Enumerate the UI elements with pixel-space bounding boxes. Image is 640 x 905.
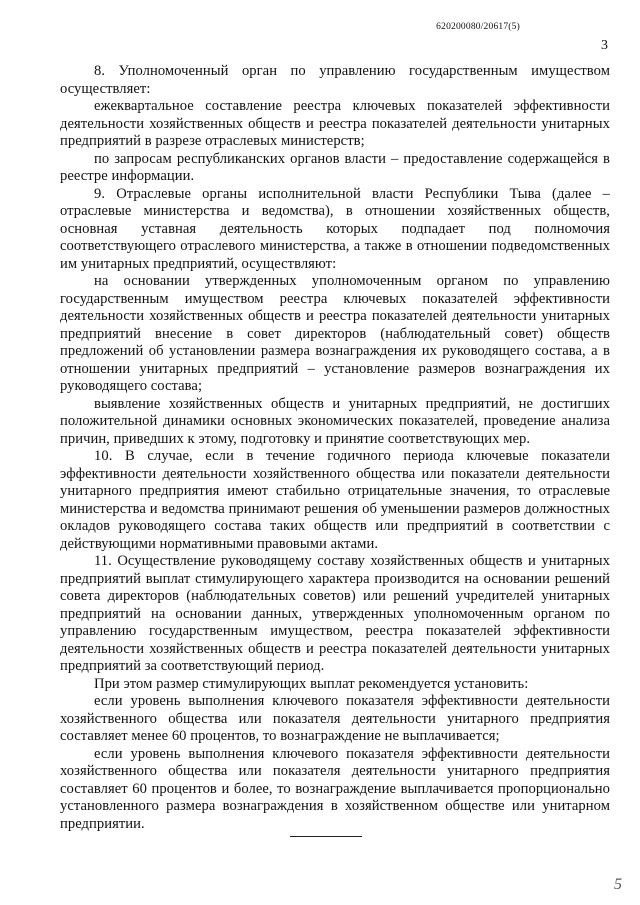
page-number: 3	[601, 38, 608, 53]
document-code: 620200080/20617(5)	[436, 22, 520, 32]
handwritten-mark: 5	[614, 876, 622, 893]
paragraph-11-item-2: если уровень выполнения ключевого показателя эффективности деятельности хозяйственного общества или показателя деятельности унитарного предприятия составляет 60 процентов и более, то вознаграждение выплачивается пропорционально установленного размера вознаграждения в хозяйственном обществе или унитарном предприятии.	[60, 745, 610, 832]
paragraph-11: 11. Осуществление руководящему составу хозяйственных обществ и унитарных предприятий выплат стимулирующего характера производится на основании решений совета директоров (наблюдательных советов) или решений учредителей унитарных предприятий на основании данных, утвержденных уполномоченным органом по управлению государственным имуществом, реестра показателей эффективности деятельности хозяйственных обществ и реестра показателей деятельности унитарных предприятий за соответствующий период.	[60, 553, 610, 674]
paragraph-8-item-1: ежеквартальное составление реестра ключевых показателей эффективности деятельности хозяйственных обществ и реестра показателей деятельности унитарных предприятий в разрезе отраслевых министерств;	[60, 98, 610, 149]
paragraph-9-item-2: выявление хозяйственных обществ и унитарных предприятий, не достигших положительной динамики основных экономических показателей, проведение анализа причин, приведших к этому, подготовку и принятие соответствующих мер.	[60, 395, 610, 447]
document-body	[60, 63, 610, 833]
end-divider	[290, 836, 362, 837]
paragraph-8: 8. Уполномоченный орган по управлению государственным имуществом осуществляет:	[60, 63, 610, 97]
paragraph-11-item-1: если уровень выполнения ключевого показателя эффективности деятельности хозяйственного общества или показателя деятельности унитарного предприятия составляет менее 60 процентов, то вознаграждение не выплачивается;	[60, 693, 610, 744]
paragraph-11-intro: При этом размер стимулирующих выплат рекомендуется установить:	[94, 675, 529, 692]
paragraph-9-item-1: на основании утвержденных уполномоченным органом по управлению государственным имуществом реестра ключевых показателей эффективности деятельности хозяйственных обществ и реестра показателей деятельности унитарных предприятий внесение в совет директоров (наблюдательный совет) обществ предложений об установлении размера вознаграждения их руководящего состава, а в отношении унитарных предприятий – установление размеров вознаграждения их руководящего состава;	[60, 273, 610, 394]
paragraph-8-item-2: по запросам республиканских органов власти – предоставление содержащейся в реестре информации.	[60, 150, 610, 184]
paragraph-9: 9. Отраслевые органы исполнительной власти Республики Тыва (далее – отраслевые министерства и ведомства), в отношении хозяйственных обществ, основная уставная деятельность которых подпадает под полномочия соответствующего отраслевого министерства, а также в отношении подведомственных им унитарных предприятий, осуществляют:	[60, 185, 610, 272]
paragraph-10: 10. В случае, если в течение годичного периода ключевые показатели эффективности деятельности хозяйственного общества или показатели деятельности унитарного предприятия имеют стабильно отрицательные значения, то отраслевые министерства и ведомства принимают решения об уменьшении размеров должностных окладов руководящего состава таких обществ или предприятий в соответствии с действующими нормативными правовыми актами.	[60, 448, 610, 552]
